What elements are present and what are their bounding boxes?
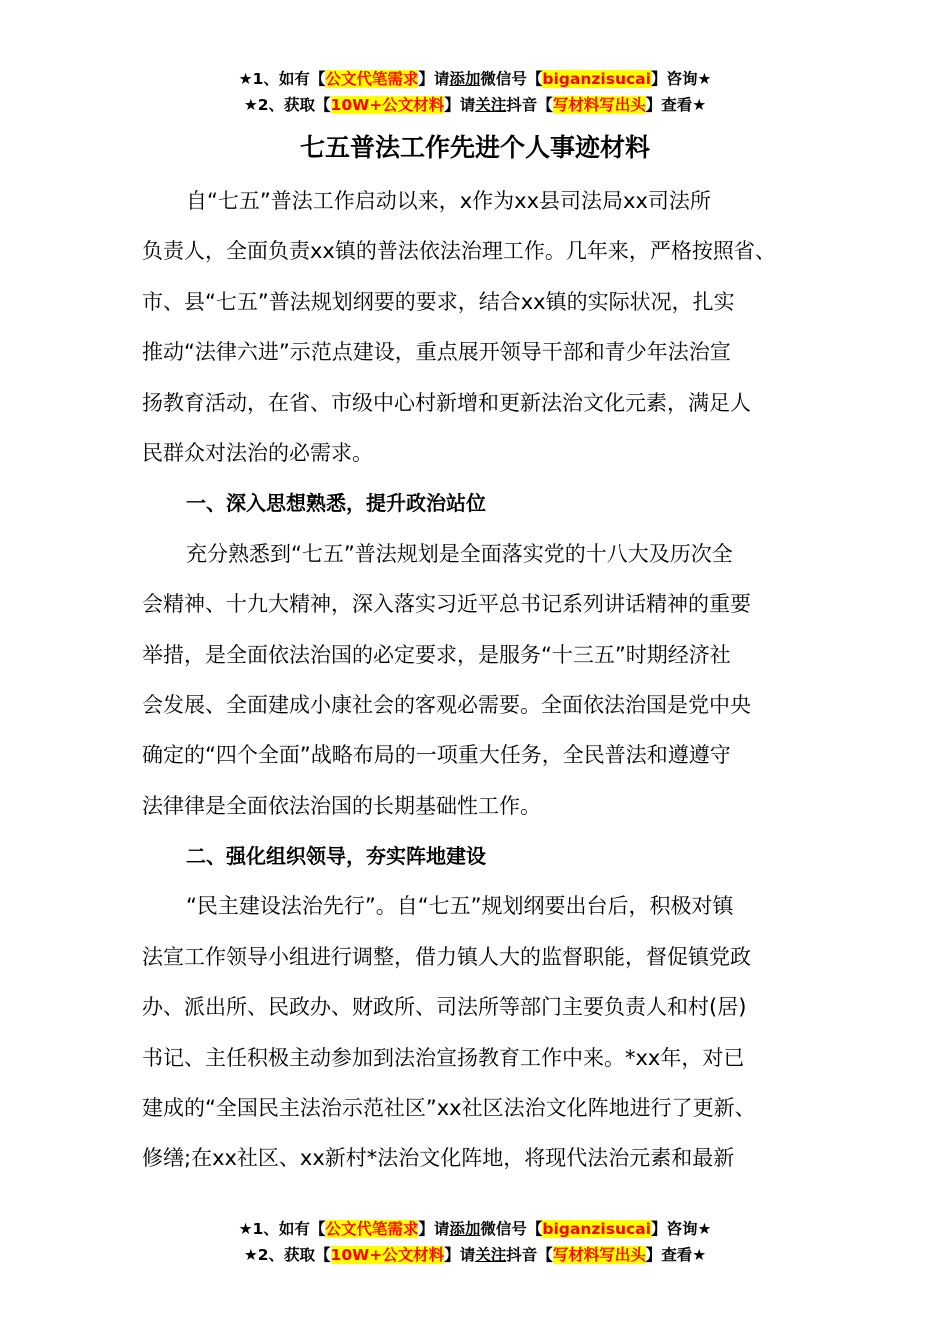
section-heading: 一、深入思想熟悉，提升政治站位 [186, 491, 486, 516]
highlight-douyin-account: 写材料写出头 [552, 96, 646, 114]
paragraph-line: 法律律是全面依法治国的长期基础性工作。 [142, 793, 541, 818]
paragraph-line: 民群众对法治的必需求。 [142, 440, 373, 465]
highlight-service: 公文代笔需求 [325, 70, 419, 88]
paragraph-line: 推动“法律六进”示范点建设，重点展开领导干部和青少年法治宣 [142, 340, 731, 365]
paragraph-line: 书记、主任积极主动参加到法治宣扬教育工作中来。*xx年，对已 [142, 1045, 745, 1070]
promo-banner-top [0, 66, 950, 118]
paragraph-line: 法宣工作领导小组进行调整，借力镇人大的监督职能，督促镇党政 [142, 944, 751, 969]
paragraph-line: 举措，是全面依法治国的必定要求，是服务“十三五”时期经济社 [142, 642, 731, 667]
paragraph-line: 自“七五”普法工作启动以来，x作为xx县司法局xx司法所 [186, 189, 711, 213]
section-heading: 二、强化组织领导，夯实阵地建设 [186, 844, 486, 869]
paragraph-line: 修缮;在xx社区、xx新村*法治文化阵地，将现代法治元素和最新 [142, 1146, 735, 1171]
promo-line-2: ★2、获取【10W+公文材料】请关注抖音【写材料写出头】查看★ [243, 96, 707, 114]
document-body [142, 176, 832, 1184]
paragraph-line: 市、县“七五”普法规划纲要的要求，结合xx镇的实际状况，扎实 [142, 289, 735, 314]
promo-line-1: ★1、如有【公文代笔需求】请添加微信号【biganzisucai】咨询★ [238, 1220, 712, 1238]
paragraph-line: 会发展、全面建成小康社会的客观必需要。全面依法治国是党中央 [142, 692, 751, 717]
paragraph-line: 办、派出所、民政办、财政所、司法所等部门主要负责人和村(居) [142, 995, 747, 1020]
paragraph-line: “民主建设法治先行”。自“七五”规划纲要出台后，积极对镇 [186, 894, 734, 919]
highlight-materials: 10W+公文材料 [330, 1246, 445, 1264]
paragraph-line: 负责人，全面负责xx镇的普法依法治理工作。几年来，严格按照省、 [142, 239, 776, 264]
promo-banner-bottom [0, 1216, 950, 1268]
paragraph-line: 扬教育活动，在省、市级中心村新增和更新法治文化元素，满足人 [142, 390, 751, 415]
document-title: 七五普法工作先进个人事迹材料 [299, 133, 650, 162]
paragraph-line: 建成的“全国民主法治示范社区”xx社区法治文化阵地进行了更新、 [142, 1096, 756, 1121]
highlight-service: 公文代笔需求 [325, 1220, 419, 1238]
highlight-douyin-account: 写材料写出头 [552, 1246, 646, 1264]
paragraph-line: 充分熟悉到“七五”普法规划是全面落实党的十八大及历次全 [186, 541, 733, 566]
highlight-wechat-id: biganzisucai [542, 70, 651, 88]
highlight-materials: 10W+公文材料 [330, 96, 445, 114]
highlight-wechat-id: biganzisucai [542, 1220, 651, 1238]
promo-line-2: ★2、获取【10W+公文材料】请关注抖音【写材料写出头】查看★ [243, 1246, 707, 1264]
paragraph-line: 会精神、十九大精神，深入落实习近平总书记系列讲话精神的重要 [142, 592, 751, 617]
promo-line-1: ★1、如有【公文代笔需求】请添加微信号【biganzisucai】咨询★ [238, 70, 712, 88]
paragraph-line: 确定的“四个全面”战略布局的一项重大任务，全民普法和遵遵守 [142, 743, 731, 768]
